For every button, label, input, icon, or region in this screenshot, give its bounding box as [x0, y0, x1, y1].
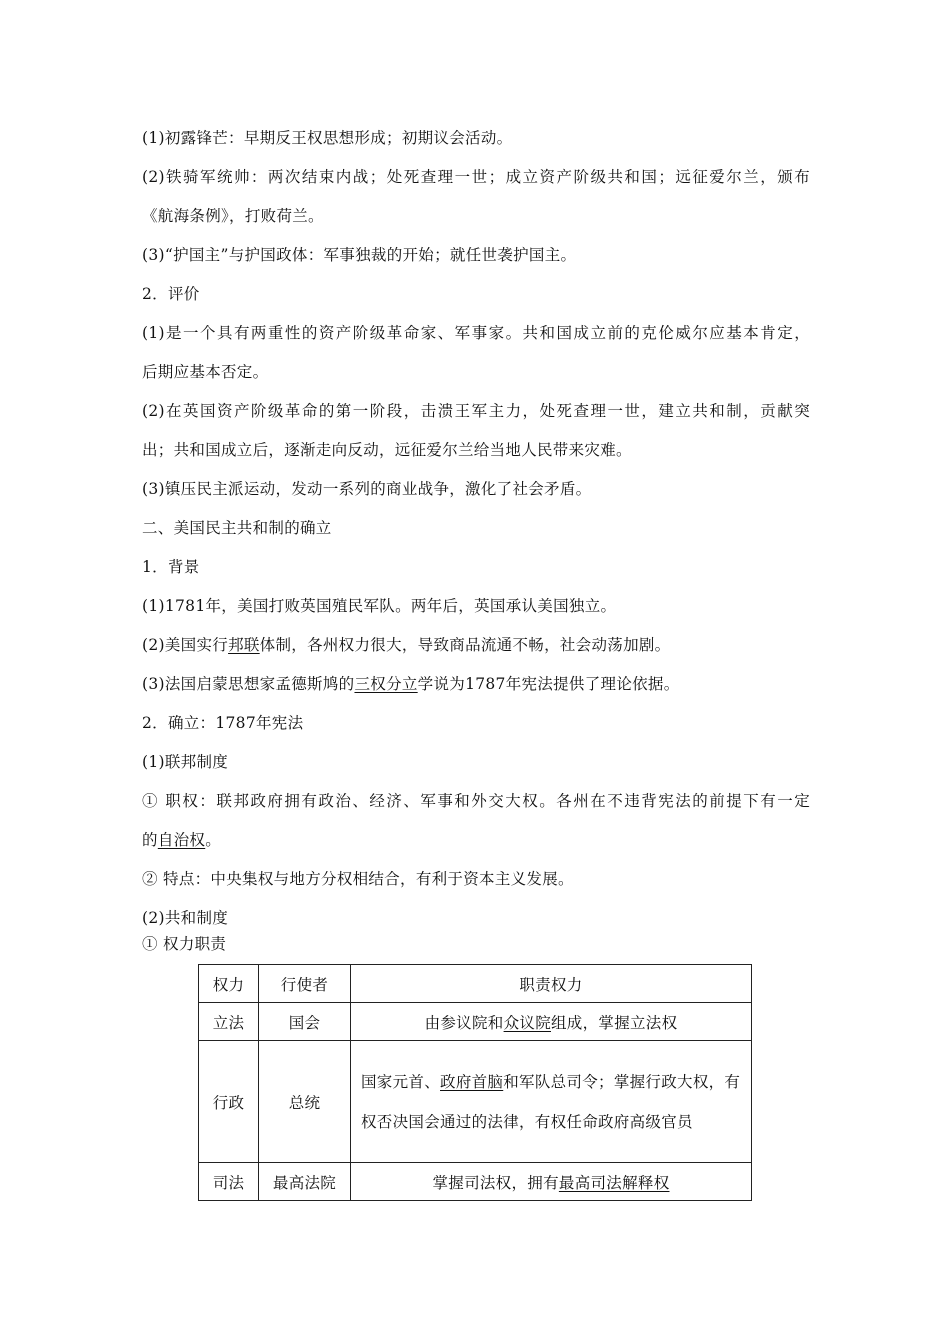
table-row: [199, 1041, 752, 1163]
text-segment: (3)法国启蒙思想家孟德斯鸠的: [142, 675, 355, 693]
holder-cell: 国会: [259, 1003, 351, 1041]
underlined-term: 政府首脑: [440, 1072, 504, 1091]
text-line: 后期应基本否定。: [142, 363, 269, 381]
text-segment: 学说为1787年宪法提供了理论依据。: [417, 675, 680, 693]
header-cell: 行使者: [259, 965, 351, 1003]
underlined-term: 三权分立: [354, 675, 418, 693]
underlined-term: 邦联: [228, 636, 260, 654]
text-line: (1)初露锋芒：早期反王权思想形成；初期议会活动。: [142, 129, 513, 147]
text-line: [142, 830, 221, 850]
text-line: (2)共和制度: [142, 909, 229, 927]
text-line: [142, 635, 670, 655]
power-cell: 立法: [199, 1003, 259, 1041]
text-segment: 的: [142, 831, 158, 849]
power-cell: 行政: [199, 1041, 259, 1163]
text-line: 《航海条例》，打败荷兰。: [142, 207, 324, 225]
text-segment: 体制，各州权力很大，导致商品流通不畅，社会动荡加剧。: [259, 636, 671, 654]
text-line: 出；共和国成立后，逐渐走向反动，远征爱尔兰给当地人民带来灾难。: [142, 441, 632, 459]
text-line: ① 职权：联邦政府拥有政治、经济、军事和外交大权。各州在不违背宪法的前提下有一定: [142, 792, 810, 810]
table-row: [199, 1163, 752, 1201]
header-cell: 职责权力: [351, 965, 752, 1003]
text-line: [142, 674, 680, 694]
underlined-term: 最高司法解释权: [558, 1173, 670, 1192]
duty-cell: [351, 1041, 752, 1163]
text-segment: 由参议院和: [424, 1013, 504, 1032]
section-heading: 2．评价: [142, 285, 200, 303]
section-heading: 2．确立：1787年宪法: [142, 714, 304, 732]
text-line: (2)铁骑军统帅：两次结束内战；处死查理一世；成立资产阶级共和国；远征爱尔兰，颁布: [142, 168, 810, 186]
text-segment: 组成，掌握立法权: [551, 1013, 678, 1032]
section-heading: 1．背景: [142, 558, 200, 576]
text-line: (3)“护国主”与护国政体：军事独裁的开始；就任世袭护国主。: [142, 246, 577, 264]
text-line: (1)1781年，美国打败英国殖民军队。两年后，英国承认美国独立。: [142, 597, 617, 615]
table-row: [199, 1003, 752, 1041]
text-segment: 和军队总司令；掌握行政大权，有权否决国会通过的法律，有权任命政府高级官员: [361, 1072, 741, 1131]
duty-cell: [351, 1163, 752, 1201]
text-line: (2)在英国资产阶级革命的第一阶段，击溃王军主力，处死查理一世，建立共和制，贡献突: [142, 402, 810, 420]
table-header-row: [199, 965, 752, 1003]
text-line: (3)镇压民主派运动，发动一系列的商业战争，激化了社会矛盾。: [142, 480, 592, 498]
text-line: (1)联邦制度: [142, 753, 229, 771]
powers-table: [198, 964, 752, 1201]
underlined-term: 众议院: [503, 1013, 551, 1032]
holder-cell: 最高法院: [259, 1163, 351, 1201]
text-line: (1)是一个具有两重性的资产阶级革命家、军事家。共和国成立前的克伦威尔应基本肯定，: [142, 324, 810, 342]
text-segment: 掌握司法权，拥有: [432, 1173, 559, 1192]
text-line: ① 权力职责: [142, 935, 227, 953]
text-segment: 。: [205, 831, 222, 849]
section-heading: 二、美国民主共和制的确立: [142, 519, 332, 537]
text-segment: 国家元首、: [361, 1072, 441, 1091]
text-line: ② 特点：中央集权与地方分权相结合，有利于资本主义发展。: [142, 870, 574, 888]
text-segment: (2)美国实行: [142, 636, 229, 654]
header-cell: 权力: [199, 965, 259, 1003]
underlined-term: 自治权: [157, 831, 206, 849]
holder-cell: 总统: [259, 1041, 351, 1163]
duty-cell: [351, 1003, 752, 1041]
power-cell: 司法: [199, 1163, 259, 1201]
